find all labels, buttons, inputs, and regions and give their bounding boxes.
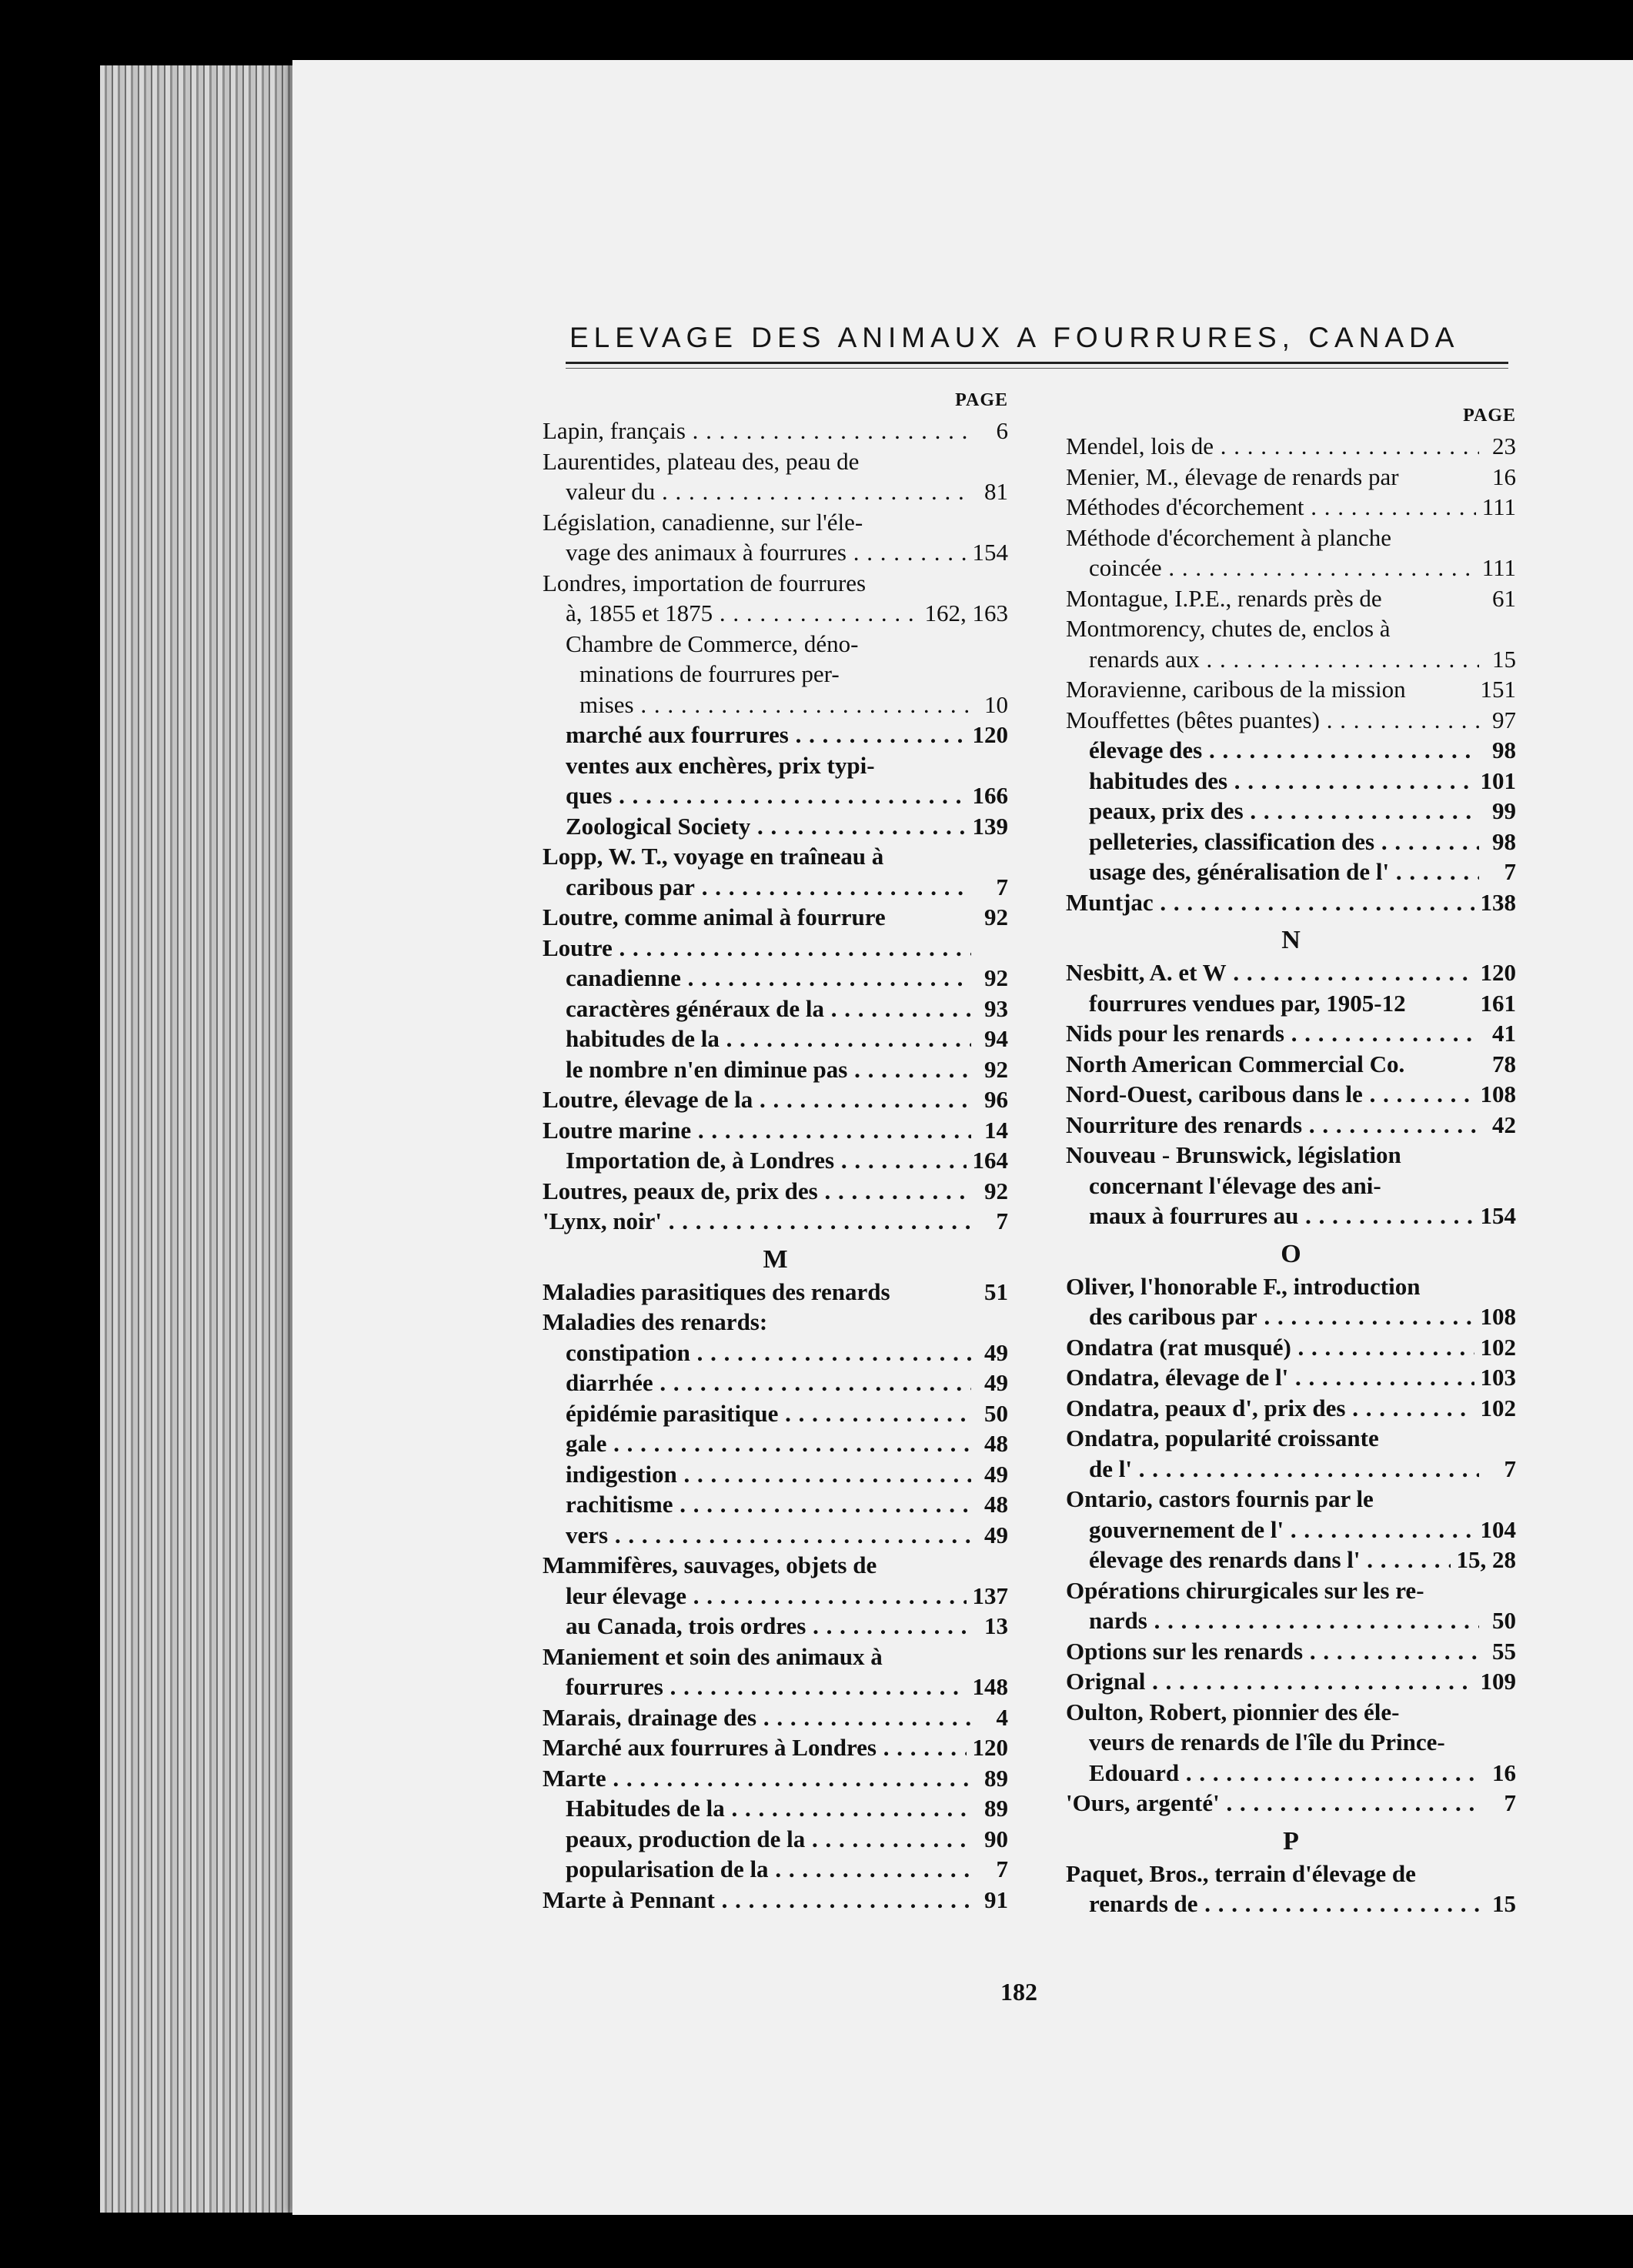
- index-entry: [1066, 1171, 1516, 1201]
- entry-page: 120: [1480, 959, 1516, 986]
- entry-page: 23: [1492, 433, 1516, 459]
- entry-page: 97: [1492, 706, 1516, 733]
- index-entry: [1066, 766, 1516, 797]
- index-entry: [543, 1611, 1008, 1642]
- entry-text: leur élevage . . .: [566, 1581, 967, 1612]
- entry-page: 120: [972, 721, 1008, 748]
- running-header: ELEVAGE DES ANIMAUX A FOURRURES, CANADA: [569, 322, 1460, 353]
- entry-page: 16: [1492, 463, 1516, 490]
- entry-text: coincée . . .: [1089, 553, 1476, 583]
- entry-page: 48: [984, 1430, 1008, 1457]
- entry-text: élevage des . . .: [1089, 735, 1479, 766]
- entry-text: Oulton, Robert, pionnier des éle-: [1066, 1698, 1400, 1725]
- index-entry: [1066, 957, 1516, 988]
- entry-page: 7: [996, 1207, 1008, 1234]
- index-entry: [543, 1520, 1008, 1551]
- index-entry: [1066, 1423, 1516, 1454]
- entry-page: 94: [984, 1025, 1008, 1052]
- entry-page: 89: [984, 1764, 1008, 1792]
- entry-text: Lopp, W. T., voyage en traîneau à: [543, 843, 884, 870]
- entry-text: Méthode d'écorchement à planche: [1066, 523, 1392, 551]
- entry-page: 49: [984, 1460, 1008, 1488]
- index-entry: [1066, 1484, 1516, 1515]
- index-entry: [1066, 492, 1516, 523]
- index-entries-left: [543, 416, 1008, 1915]
- entry-text: Maladies des renards:: [543, 1308, 768, 1335]
- entry-text: ques . . .: [566, 780, 967, 811]
- index-entry: [1066, 796, 1516, 827]
- entry-text: Nesbitt, A. et W . . .: [1066, 957, 1474, 988]
- entry-text: Loutre . . .: [543, 933, 971, 964]
- entry-page: 138: [1480, 888, 1516, 916]
- index-entry: [543, 1763, 1008, 1794]
- index-entry: [543, 1428, 1008, 1459]
- index-entry: [1066, 1859, 1516, 1889]
- index-entry: [543, 446, 1008, 477]
- entry-page: 102: [1480, 1394, 1516, 1421]
- index-entry: [1066, 1110, 1516, 1141]
- entry-text: concernant l'élevage des ani-: [1089, 1171, 1381, 1199]
- entry-text: peaux, prix des . . .: [1089, 796, 1479, 827]
- entry-page: 92: [984, 904, 1008, 930]
- index-entry: [543, 1277, 1008, 1308]
- entry-text: pelleteries, classification des . . .: [1089, 827, 1479, 857]
- entry-text: à, 1855 et 1875 . . .: [566, 598, 919, 629]
- index-entry: [543, 476, 1008, 507]
- entry-text: Législation, canadienne, sur l'éle-: [543, 508, 863, 536]
- index-column-left: [543, 385, 1008, 1915]
- entry-page: 99: [1492, 797, 1516, 824]
- index-entry: [543, 1054, 1008, 1085]
- index-entry: [543, 659, 1008, 690]
- index-entry: [543, 1338, 1008, 1368]
- index-entry: [543, 507, 1008, 538]
- index-entry: [543, 629, 1008, 660]
- entry-page: 93: [984, 994, 1008, 1022]
- entry-page: 148: [972, 1673, 1008, 1700]
- entry-text: Opérations chirurgicales sur les re-: [1066, 1576, 1424, 1604]
- entry-text: mises . . .: [579, 690, 971, 720]
- entry-text: rachitisme . . .: [566, 1489, 971, 1520]
- entry-page: 7: [1504, 1789, 1516, 1816]
- entry-page: 92: [984, 1055, 1008, 1083]
- entry-text: Montague, I.P.E., renards près de: [1066, 584, 1382, 612]
- index-entry: [543, 1581, 1008, 1612]
- index-entry: [543, 1398, 1008, 1429]
- entry-text: Orignal . . .: [1066, 1666, 1474, 1697]
- index-entry: [543, 1115, 1008, 1146]
- entry-page: 137: [972, 1582, 1008, 1609]
- entry-text: Mammifères, sauvages, objets de: [543, 1552, 877, 1578]
- index-entry: [1066, 1889, 1516, 1919]
- index-entry: [543, 963, 1008, 994]
- index-entry: [543, 1824, 1008, 1855]
- entry-text: habitudes de la . . .: [566, 1024, 971, 1054]
- entry-text: ventes aux enchères, prix typi-: [566, 751, 875, 779]
- index-entry: [1066, 1393, 1516, 1424]
- index-entry: [543, 933, 1008, 964]
- entry-page: 103: [1480, 1364, 1516, 1391]
- entry-text: canadienne . . .: [566, 963, 971, 994]
- entry-text: veurs de renards de l'île du Prince-: [1089, 1729, 1445, 1755]
- index-entry: [543, 720, 1008, 750]
- index-entry: [1066, 1140, 1516, 1171]
- entry-text: 'Ours, argenté' . . .: [1066, 1788, 1479, 1819]
- entry-page: 164: [972, 1147, 1008, 1174]
- index-entry: [543, 780, 1008, 811]
- index-entry: [543, 841, 1008, 872]
- index-entries-right: [1066, 431, 1516, 1919]
- index-entry: [1066, 1332, 1516, 1363]
- section-letter: N: [1281, 926, 1301, 954]
- entry-text: Nord-Ouest, caribous dans le . . .: [1066, 1079, 1474, 1110]
- index-entry: [543, 568, 1008, 599]
- entry-text: Edouard . . .: [1089, 1758, 1479, 1789]
- entry-page: 4: [996, 1703, 1008, 1731]
- index-entry: [543, 1642, 1008, 1672]
- entry-text: habitudes des . . .: [1089, 766, 1474, 797]
- entry-text: caractères généraux de la . . .: [566, 994, 971, 1024]
- index-entry: [1066, 462, 1516, 493]
- section-letter: O: [1281, 1239, 1301, 1268]
- index-entry: [1066, 1727, 1516, 1758]
- entry-text: 'Lynx, noir' . . .: [543, 1206, 971, 1237]
- index-entry: [543, 1084, 1008, 1115]
- entry-page: 49: [984, 1338, 1008, 1366]
- index-entry: [1066, 583, 1516, 614]
- entry-text: Habitudes de la . . .: [566, 1793, 971, 1824]
- entry-page: 151: [1480, 676, 1516, 703]
- entry-page: 15, 28: [1456, 1546, 1516, 1573]
- entry-text: Nids pour les renards . . .: [1066, 1018, 1479, 1049]
- index-entry: [1066, 1515, 1516, 1545]
- section-letter: P: [1283, 1826, 1299, 1855]
- entry-text: épidémie parasitique . . .: [566, 1398, 971, 1429]
- entry-page: 161: [1480, 989, 1516, 1017]
- entry-page: 15: [1492, 1890, 1516, 1917]
- entry-text: élevage des renards dans l' . . .: [1089, 1545, 1451, 1575]
- index-entry: [1066, 705, 1516, 736]
- entry-text: Mendel, lois de . . .: [1066, 431, 1479, 462]
- index-entry: [543, 994, 1008, 1024]
- index-entry: [1066, 1362, 1516, 1393]
- index-entry: [1066, 988, 1516, 1019]
- entry-page: 15: [1492, 645, 1516, 673]
- index-entry: [543, 1176, 1008, 1207]
- entry-page: 49: [984, 1369, 1008, 1396]
- index-entry: [543, 1732, 1008, 1763]
- entry-text: peaux, production de la . . .: [566, 1824, 971, 1855]
- index-entry: [543, 416, 1008, 446]
- entry-text: renards de . . .: [1089, 1889, 1479, 1919]
- index-entry: [543, 1307, 1008, 1338]
- entry-text: Zoological Society . . .: [566, 811, 967, 842]
- entry-text: Loutre marine . . .: [543, 1115, 971, 1146]
- index-entry: [543, 1489, 1008, 1520]
- entry-page: 109: [1480, 1668, 1516, 1695]
- index-entry: [1066, 644, 1516, 675]
- entry-text: constipation . . .: [566, 1338, 971, 1368]
- entry-text: popularisation de la . . .: [566, 1854, 971, 1885]
- entry-text: Loutre, élevage de la . . .: [543, 1084, 971, 1115]
- entry-text: vers . . .: [566, 1520, 971, 1551]
- entry-page: 120: [972, 1734, 1008, 1761]
- index-entry: [543, 811, 1008, 842]
- entry-text: Loutres, peaux de, prix des . . .: [543, 1176, 971, 1207]
- entry-page: 13: [984, 1612, 1008, 1639]
- entry-text: Maladies parasitiques des renards: [543, 1278, 890, 1305]
- header-rule: [566, 362, 1508, 364]
- index-entry: [1066, 1079, 1516, 1110]
- entry-page: 98: [1492, 737, 1516, 763]
- entry-page: 7: [1504, 1455, 1516, 1482]
- entry-text: Marte . . .: [543, 1763, 971, 1794]
- index-entry: [1066, 1201, 1516, 1231]
- entry-text: fourrures vendues par, 1905-12: [1089, 989, 1406, 1017]
- entry-page: 49: [984, 1521, 1008, 1548]
- entry-page: 111: [1481, 493, 1516, 520]
- entry-text: North American Commercial Co.: [1066, 1050, 1405, 1077]
- entry-text: Loutre, comme animal à fourrure: [543, 904, 886, 930]
- index-entry: [1066, 1636, 1516, 1667]
- index-entry: [1066, 431, 1516, 462]
- entry-text: Montmorency, chutes de, enclos à: [1066, 615, 1391, 642]
- entry-page: 50: [1492, 1607, 1516, 1634]
- entry-text: de l' . . .: [1089, 1454, 1479, 1485]
- entry-text: Menier, M., élevage de renards par: [1066, 463, 1399, 490]
- entry-text: Nouveau - Brunswick, législation: [1066, 1141, 1401, 1168]
- entry-page: 14: [984, 1116, 1008, 1144]
- index-entry: [1066, 1271, 1516, 1302]
- entry-page: 6: [996, 417, 1008, 444]
- entry-page: 51: [984, 1278, 1008, 1305]
- index-entry: [1066, 1788, 1516, 1819]
- entry-page: 16: [1492, 1759, 1516, 1786]
- entry-text: Marais, drainage des . . .: [543, 1702, 971, 1733]
- entry-text: maux à fourrures au . . .: [1089, 1201, 1474, 1231]
- entry-text: gale . . .: [566, 1428, 971, 1459]
- entry-page: 154: [1480, 1202, 1516, 1229]
- index-entry: [543, 690, 1008, 720]
- index-entry: [543, 1550, 1008, 1581]
- index-entry: [1066, 1301, 1516, 1332]
- entry-page: 41: [1492, 1020, 1516, 1047]
- entry-page: 91: [984, 1886, 1008, 1913]
- entry-text: Laurentides, plateau des, peau de: [543, 447, 860, 475]
- entry-text: Paquet, Bros., terrain d'élevage de: [1066, 1859, 1416, 1887]
- index-entry: [543, 1854, 1008, 1885]
- entry-text: renards aux . . .: [1089, 644, 1479, 675]
- entry-page: 108: [1480, 1081, 1516, 1107]
- entry-text: Muntjac . . .: [1066, 887, 1474, 918]
- entry-text: le nombre n'en diminue pas . . .: [566, 1054, 971, 1085]
- entry-text: Ondatra, peaux d', prix des . . .: [1066, 1393, 1474, 1424]
- entry-text: valeur du . . .: [566, 476, 971, 507]
- index-entry: [543, 1672, 1008, 1702]
- index-entry: [1066, 735, 1516, 766]
- index-entry: [1066, 1605, 1516, 1636]
- entry-text: fourrures . . .: [566, 1672, 967, 1702]
- entry-page: 101: [1480, 767, 1516, 794]
- entry-page: 108: [1480, 1303, 1516, 1330]
- entry-text: Importation de, à Londres . . .: [566, 1145, 967, 1176]
- entry-text: Marte à Pennant . . .: [543, 1885, 971, 1916]
- page-column-label: PAGE: [955, 390, 1008, 410]
- entry-page: 48: [984, 1491, 1008, 1518]
- entry-text: Ontario, castors fournis par le: [1066, 1485, 1374, 1512]
- entry-page: 55: [1492, 1637, 1516, 1665]
- entry-page: 111: [1481, 554, 1516, 581]
- entry-text: nards . . .: [1089, 1605, 1479, 1636]
- index-entry: [1066, 674, 1516, 705]
- index-entry: [543, 1459, 1008, 1490]
- index-entry: [543, 598, 1008, 629]
- entry-page: 42: [1492, 1111, 1516, 1138]
- entry-page: 90: [984, 1825, 1008, 1852]
- entry-text: minations de fourrures per-: [579, 660, 840, 687]
- section-letter: M: [763, 1244, 788, 1274]
- entry-text: au Canada, trois ordres . . .: [566, 1611, 971, 1642]
- entry-text: Lapin, français . . .: [543, 416, 971, 446]
- index-entry: [543, 1793, 1008, 1824]
- index-entry: [1066, 1545, 1516, 1575]
- entry-page: 92: [984, 964, 1008, 991]
- index-entry: [1066, 1758, 1516, 1789]
- index-entry: [1066, 613, 1516, 644]
- entry-text: marché aux fourrures . . .: [566, 720, 967, 750]
- index-entry: [1066, 523, 1516, 553]
- index-entry: [1066, 1697, 1516, 1728]
- entry-page: 81: [984, 478, 1008, 505]
- page-column-label: PAGE: [1463, 406, 1516, 426]
- entry-text: Ondatra, élevage de l' . . .: [1066, 1362, 1474, 1393]
- entry-text: Ondatra, popularité croissante: [1066, 1425, 1379, 1451]
- entry-page: 154: [972, 539, 1008, 566]
- index-entry: [1066, 1018, 1516, 1049]
- entry-page: 50: [984, 1399, 1008, 1427]
- entry-page: 7: [996, 1855, 1008, 1882]
- entry-text: Londres, importation de fourrures: [543, 569, 867, 596]
- entry-page: 61: [1492, 584, 1516, 612]
- entry-text: diarrhée . . .: [566, 1368, 971, 1398]
- index-entry: [543, 750, 1008, 781]
- index-entry: [543, 1368, 1008, 1398]
- entry-text: Chambre de Commerce, déno-: [566, 630, 859, 657]
- entry-text: Moravienne, caribous de la mission: [1066, 676, 1406, 703]
- entry-text: usage des, généralisation de l' . . .: [1089, 857, 1479, 887]
- entry-text: vage des animaux à fourrures . . .: [566, 537, 967, 568]
- entry-page: 92: [984, 1177, 1008, 1204]
- index-entry: [1066, 887, 1516, 918]
- page-number: 182: [1000, 1978, 1037, 2006]
- entry-text: Mouffettes (bêtes puantes) . . .: [1066, 705, 1479, 736]
- entry-page: 166: [972, 782, 1008, 809]
- index-entry: [543, 1885, 1008, 1916]
- index-entry: [543, 1702, 1008, 1733]
- entry-text: des caribous par . . .: [1089, 1301, 1474, 1332]
- entry-page: 10: [984, 690, 1008, 718]
- entry-text: Oliver, l'honorable F., introduction: [1066, 1272, 1421, 1300]
- entry-page: 89: [984, 1795, 1008, 1822]
- entry-page: 162, 163: [924, 600, 1008, 626]
- header-rule-thin: [566, 368, 1508, 369]
- entry-page: 78: [1492, 1050, 1516, 1077]
- index-entry: [1066, 1666, 1516, 1697]
- entry-text: Méthodes d'écorchement . . .: [1066, 492, 1476, 523]
- entry-page: 96: [984, 1086, 1008, 1113]
- entry-page: 7: [1504, 858, 1516, 885]
- entry-page: 102: [1480, 1333, 1516, 1361]
- entry-page: 139: [972, 812, 1008, 840]
- index-entry: [1066, 1049, 1516, 1080]
- index-entry: [1066, 553, 1516, 583]
- index-entry: [543, 902, 1008, 933]
- entry-text: gouvernement de l' . . .: [1089, 1515, 1474, 1545]
- entry-text: indigestion . . .: [566, 1459, 971, 1490]
- index-entry: [543, 1024, 1008, 1054]
- index-entry: [543, 537, 1008, 568]
- entry-text: Nourriture des renards . . .: [1066, 1110, 1479, 1141]
- entry-text: Options sur les renards . . .: [1066, 1636, 1479, 1667]
- entry-page: 98: [1492, 827, 1516, 855]
- index-entry: [543, 1206, 1008, 1237]
- entry-page: 104: [1480, 1515, 1516, 1543]
- entry-text: Maniement et soin des animaux à: [543, 1642, 883, 1670]
- index-entry: [1066, 827, 1516, 857]
- index-entry: [1066, 1575, 1516, 1606]
- entry-text: caribous par . . .: [566, 872, 971, 903]
- index-entry: [543, 1145, 1008, 1176]
- entry-text: Ondatra (rat musqué) . . .: [1066, 1332, 1474, 1363]
- index-entry: [1066, 857, 1516, 887]
- entry-page: 7: [996, 873, 1008, 900]
- index-column-right: [1066, 400, 1516, 1919]
- index-entry: [1066, 1454, 1516, 1485]
- index-entry: [543, 872, 1008, 903]
- entry-text: Marché aux fourrures à Londres . . .: [543, 1732, 967, 1763]
